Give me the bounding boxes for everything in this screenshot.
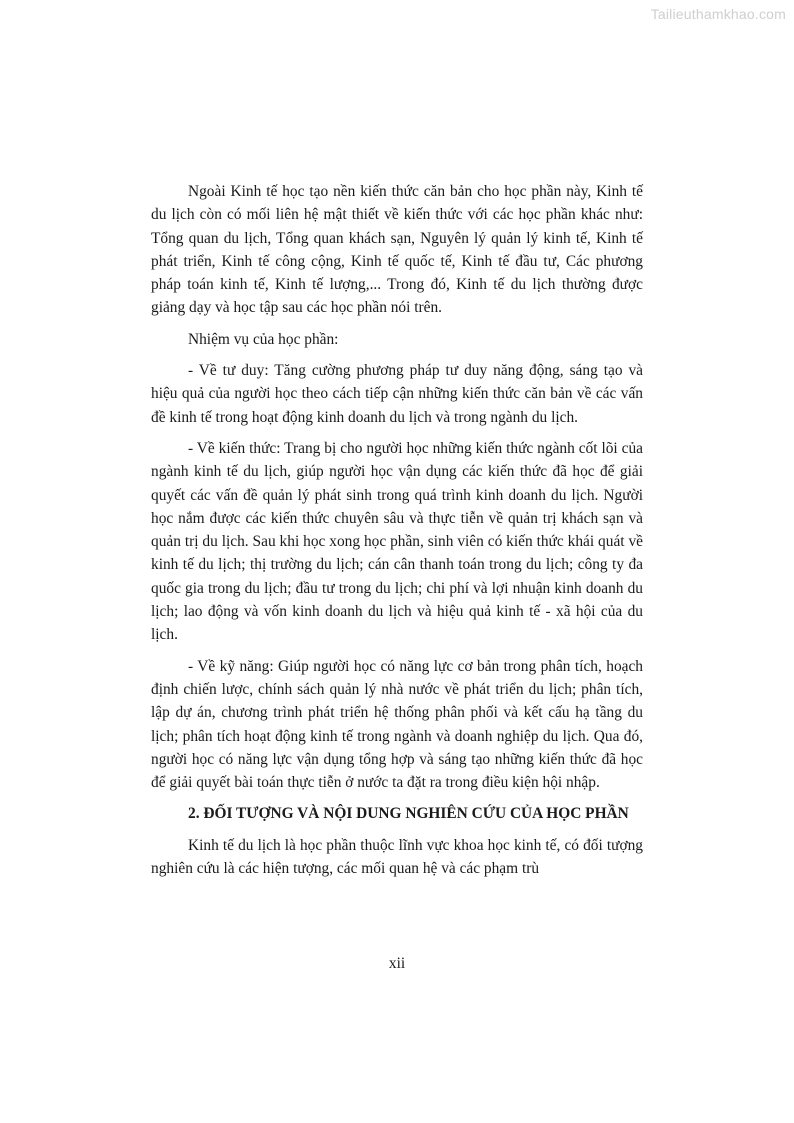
page-number: xii	[388, 955, 406, 972]
paragraph-knowledge: - Về kiến thức: Trang bị cho người học những kiến thức ngành cốt lõi của ngành kinh tế du lịch, giúp người học vận dụng các kiến thức đã học để giải quyết các vấn đề quản lý phát sinh trong quá trình kinh doanh du lịch. Người học nắm được các kiến thức chuyên sâu và thực tiễn về quản trị khách sạn và quản trị du lịch. Sau khi học xong học phần, sinh viên có kiến thức khái quát về kinh tế du lịch; thị trường du lịch; cán cân thanh toán trong du lịch; công ty đa quốc gia trong du lịch; đầu tư trong du lịch; chi phí và lợi nhuận kinh doanh du lịch; lao động và vốn kinh doanh du lịch và hiệu quả kinh tế - xã hội của du lịch.	[151, 439, 643, 644]
paragraph-skills: - Về kỹ năng: Giúp người học có năng lực cơ bản trong phân tích, hoạch định chiến lược, chính sách quản lý nhà nước về phát triển du lịch; phân tích, lập dự án, chương trình phát triển hệ thống phân phối và kết cấu hạ tầng du lịch; phân tích hoạt động kinh tế trong ngành và doanh nghiệp du lịch. Qua đó, người học có năng lực vận dụng tổng hợp và sáng tạo những kiến thức đã học để giải quyết bài toán thực tiễn ở nước ta đặt ra trong điều kiện hội nhập.	[151, 657, 643, 792]
paragraph-thinking: - Về tư duy: Tăng cường phương pháp tư duy năng động, sáng tạo và hiệu quả của người học theo cách tiếp cận những kiến thức căn bản về các vấn đề kinh tế trong hoạt động kinh doanh du lịch và trong ngành du lịch.	[151, 362, 643, 426]
watermark: Tailieuthamkhao.com	[650, 6, 786, 22]
page-body	[151, 180, 643, 888]
paragraph-subject: Kinh tế du lịch là học phần thuộc lĩnh vực khoa học kinh tế, có đối tượng nghiên cứu là các hiện tượng, các mối quan hệ và các phạm trù	[151, 836, 643, 878]
paragraph-tasks-title: Nhiệm vụ của học phần:	[188, 330, 339, 348]
paragraph-intro: Ngoài Kinh tế học tạo nền kiến thức căn bản cho học phần này, Kinh tế du lịch còn có mối liên hệ mật thiết về kiến thức với các học phần khác như: Tổng quan du lịch, Tổng quan khách sạn, Nguyên lý quản lý kinh tế, Kinh tế phát triển, Kinh tế công cộng, Kinh tế quốc tế, Kinh tế đầu tư, Các phương pháp toán kinh tế, Kinh tế lượng,... Trong đó, Kinh tế du lịch thường được giảng dạy và học tập sau các học phần nói trên.	[151, 183, 643, 317]
section-heading: 2. ĐỐI TƯỢNG VÀ NỘI DUNG NGHIÊN CỨU CỦA HỌC PHẦN	[188, 805, 629, 823]
